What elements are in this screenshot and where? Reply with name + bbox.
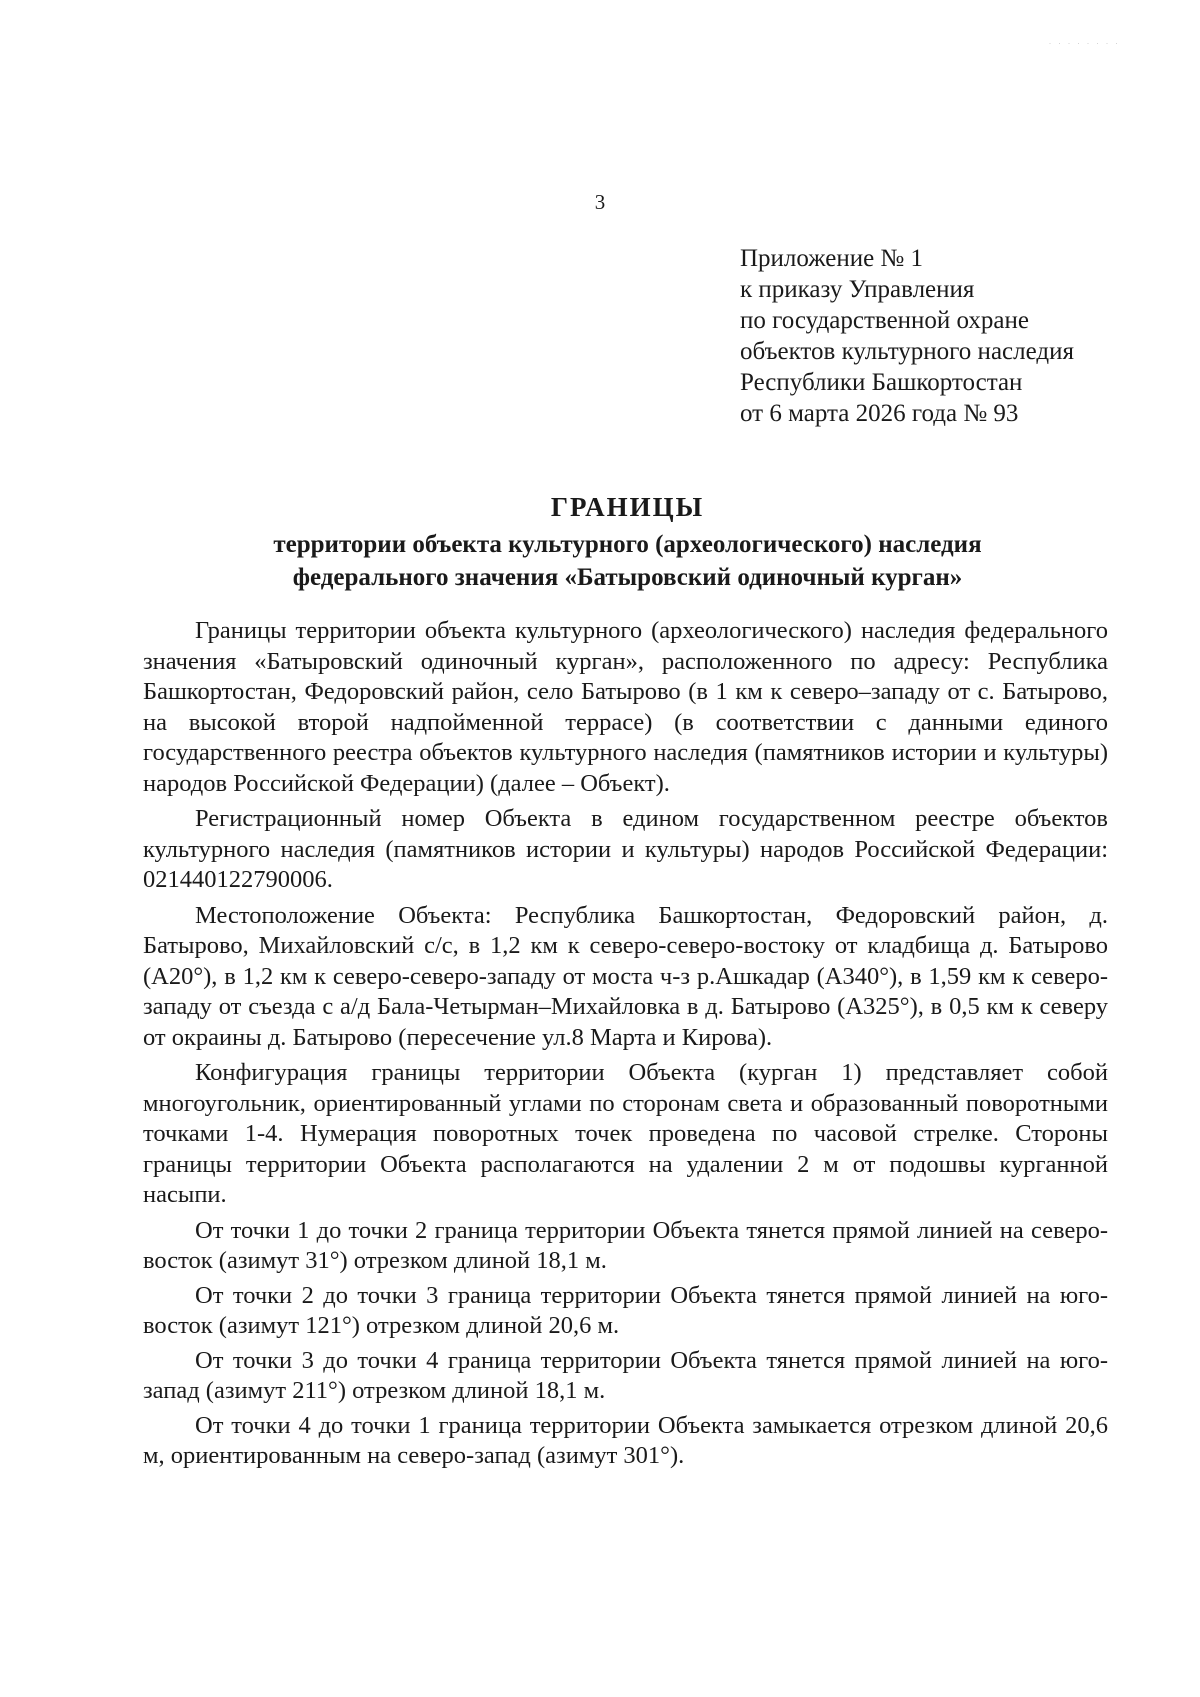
scan-mark: · · · · · · · · [1048,38,1120,48]
appendix-line: Республики Башкортостан [740,369,1023,396]
paragraph-boundaries: Границы территории объекта культурного (археологического) наследия федерального значения «Батыровский одиночный курган», расположенного по адресу: Республика Башкортостан, Федоровский район, село Батырово (в 1 км к северо–западу от с. Батырово, на высокой второй надпойменной террасе) (в соответствии с данными единого государственного реестра объектов культурного наследия (памятников истории и культуры) народов Российской Федерации) (далее – Объект). [143,617,1108,797]
paragraph-segment-4-1: От точки 4 до точки 1 граница территории Объекта замыкается отрезком длиной 20,6 м, ориентированным на северо-запад (азимут 301°). [143,1411,1108,1469]
appendix-line: объектов культурного наследия [740,338,1074,365]
appendix-line: к приказу Управления [740,276,975,303]
paragraph-registration-number: Регистрационный номер Объекта в едином государственном реестре объектов культурного наследия (памятников истории и культуры) народов Российской Федерации: 021440122790006. [143,805,1108,893]
paragraph-location: Местоположение Объекта: Республика Башкортостан, Федоровский район, д. Батырово, Михайловский с/с, в 1,2 км к северо-северо-востоку от кладбища д. Батырово (A20°), в 1,2 км к северо-северо-западу от моста ч-з р.Ашкадар (A340°), в 1,59 км к северо-западу от съезда с а/д Бала-Четырман–Михайловка в д. Батырово (A325°), в 0,5 км к северу от окраины д. Батырово (пересечение ул.8 Марта и Кирова). [143,901,1108,1051]
paragraph-segment-3-4: От точки 3 до точки 4 граница территории Объекта тянется прямой линией на юго-запад (азимут 211°) отрезком длиной 18,1 м. [143,1346,1108,1404]
document-body [143,616,1108,1476]
page-number: 3 [594,190,606,214]
appendix-line: по государственной охране [740,307,1030,334]
appendix-line: Приложение № 1 [740,245,924,272]
appendix-line: от 6 марта 2026 года № 93 [740,400,1019,427]
paragraph-configuration: Конфигурация границы территории Объекта (курган 1) представляет собой многоугольник, ориентированный углами по сторонам света и образованный поворотными точками 1-4. Нумерация поворотных точек проведена по часовой стрелке. Стороны границы территории Объекта располагаются на удалении 2 м от подошвы курганной насыпи. [143,1059,1108,1208]
subtitle-line: федерального значения «Батыровский одиночный курган» [292,564,963,591]
paragraph-segment-1-2: От точки 1 до точки 2 граница территории Объекта тянется прямой линией на северо-восток (азимут 31°) отрезком длиной 18,1 м. [143,1216,1108,1274]
document-title: ГРАНИЦЫ [550,492,705,522]
paragraph-segment-2-3: От точки 2 до точки 3 граница территории Объекта тянется прямой линией на юго-восток (азимут 121°) отрезком длиной 20,6 м. [143,1281,1108,1339]
appendix-block [740,243,1160,429]
subtitle-line: территории объекта культурного (археологического) наследия [273,531,982,558]
document-subtitle [0,528,1200,594]
